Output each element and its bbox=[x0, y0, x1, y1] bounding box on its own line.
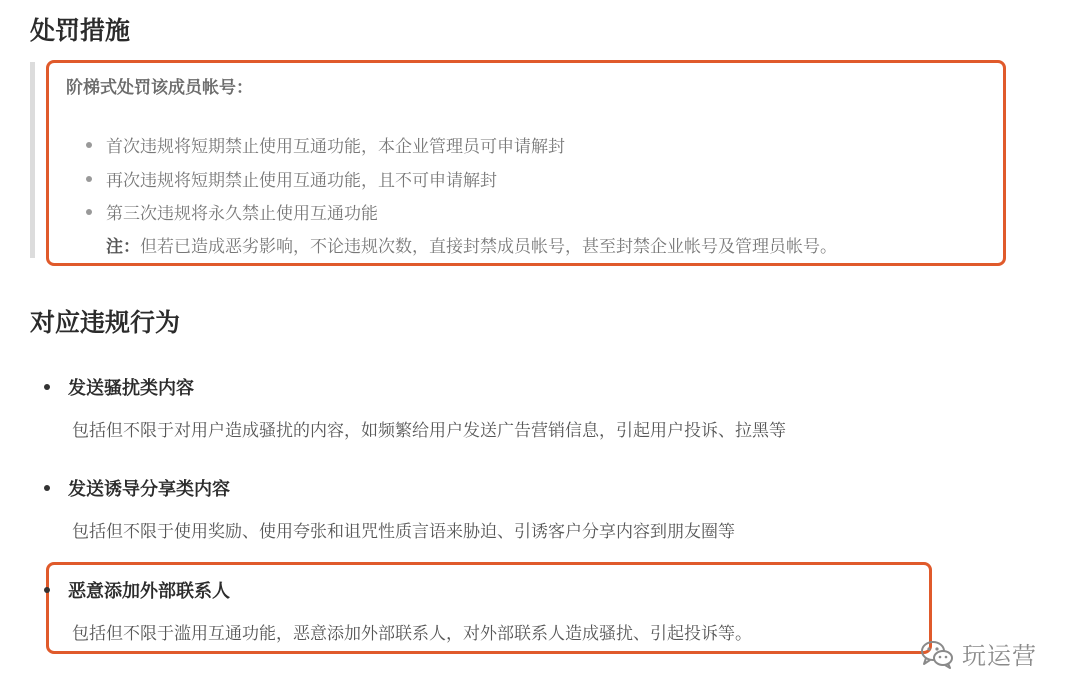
wechat-icon bbox=[920, 639, 954, 669]
violation-title-text: 发送诱导分享类内容 bbox=[68, 479, 230, 500]
violation-item bbox=[44, 374, 786, 441]
violation-item bbox=[44, 475, 735, 542]
quote-title: 阶梯式处罚该成员帐号： bbox=[66, 78, 253, 98]
bullet-icon bbox=[86, 142, 92, 148]
bullet-icon bbox=[44, 485, 50, 491]
violation-desc: 包括但不限于滥用互通功能，恶意添加外部联系人，对外部联系人造成骚扰、引起投诉等。 bbox=[72, 624, 752, 644]
bullet-icon bbox=[44, 384, 50, 390]
violation-title-text: 发送骚扰类内容 bbox=[68, 378, 194, 399]
watermark bbox=[920, 636, 1037, 671]
bullet-icon bbox=[86, 176, 92, 182]
section-title-violations: 对应违规行为 bbox=[30, 308, 181, 337]
violation-desc: 包括但不限于使用奖励、使用夸张和诅咒性质言语来胁迫、引诱客户分享内容到朋友圈等 bbox=[72, 522, 735, 542]
penalty-item-text: 再次违规将短期禁止使用互通功能，且不可申请解封 bbox=[106, 171, 497, 191]
penalty-item-text: 首次违规将短期禁止使用互通功能，本企业管理员可申请解封 bbox=[106, 137, 565, 157]
note-label: 注： bbox=[106, 237, 140, 257]
penalty-note bbox=[106, 232, 837, 257]
violation-desc: 包括但不限于对用户造成骚扰的内容，如频繁给用户发送广告营销信息，引起用户投诉、拉黑等 bbox=[72, 421, 786, 441]
watermark-text: 玩运营 bbox=[962, 642, 1037, 670]
violation-title bbox=[44, 475, 735, 501]
penalty-item bbox=[86, 132, 565, 157]
bullet-icon bbox=[86, 209, 92, 215]
penalty-item-text: 第三次违规将永久禁止使用互通功能 bbox=[106, 204, 378, 224]
penalty-item bbox=[86, 166, 497, 191]
note-text: 但若已造成恶劣影响，不论违规次数，直接封禁成员帐号，甚至封禁企业帐号及管理员帐号。 bbox=[140, 237, 837, 257]
violation-item bbox=[44, 577, 752, 644]
bullet-icon bbox=[44, 587, 50, 593]
violation-title-text: 恶意添加外部联系人 bbox=[68, 581, 230, 602]
section-title-penalties: 处罚措施 bbox=[30, 16, 131, 45]
violation-title bbox=[44, 374, 786, 400]
penalty-item bbox=[86, 199, 378, 224]
violation-title bbox=[44, 577, 752, 603]
blockquote-bar bbox=[30, 62, 35, 258]
